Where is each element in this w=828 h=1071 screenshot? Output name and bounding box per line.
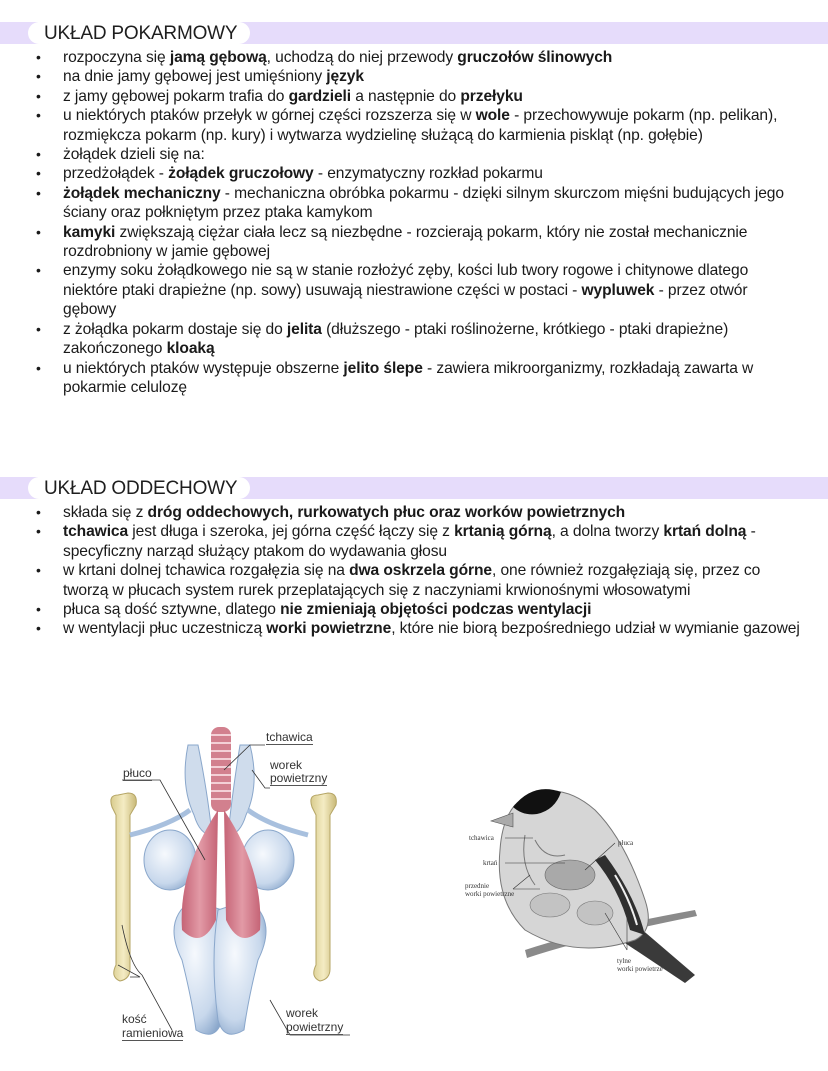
text-run: enzymy soku żołądkowego nie są w stanie rozłożyć zęby, kości lub twory rogowe i chitynowe dlatego niektóre ptaki drapieżne (np. sowy) usuwają niestrawione części w postaci -: [63, 262, 749, 299]
bullet-icon: •: [36, 68, 41, 85]
label-air-sac-bottom-2: powietrzny: [286, 1020, 344, 1034]
bold-term: kamyki: [63, 223, 116, 241]
bullet-icon: •: [36, 49, 41, 65]
text-run: z żołądka pokarm dostaje się do: [63, 320, 287, 338]
bullet-icon: •: [36, 223, 41, 240]
bold-term: krtanią górną: [454, 523, 552, 541]
bird-illustration: [455, 765, 715, 990]
bullet-item: [0, 87, 800, 106]
text-run: - przechowywuje pokarm (np. pelikan), rozmiękcza pokarm (np. kury) i wytwarza wydzielinę służącą do karmienia piskląt (np. gołębie): [63, 107, 778, 144]
bullet-icon: •: [36, 523, 41, 540]
bold-term: dwa oskrzela górne: [349, 562, 493, 580]
text-run: składa się z: [63, 504, 148, 521]
bullet-item: [0, 48, 800, 67]
text-run: - specyficzny narząd służący ptakom do wydawania głosu: [63, 523, 756, 560]
bullet-icon: •: [36, 601, 41, 618]
bullet-item: [0, 561, 800, 600]
bullet-icon: •: [36, 184, 41, 201]
section-title: UKŁAD ODDECHOWY: [44, 478, 238, 499]
text-run: z jamy gębowej pokarm trafia do: [63, 87, 289, 105]
text-run: w krtani dolnej tchawica rozgałęzia się na: [63, 562, 350, 580]
lungs-airsacs-diagram: [100, 725, 370, 1050]
bold-term: nie zmieniają objętości podczas wentylacji: [280, 601, 592, 619]
text-run: zwiększają ciężar ciała lecz są niezbędne - rozcierają pokarm, który nie został mechanicznie rozdrobniony w jamie gębowej: [63, 223, 748, 261]
text-run: - przez otwór gębowy: [63, 281, 748, 319]
text-run: - mechaniczna obróbka pokarmu - dzięki silnym skurczom mięśni budujących jego ściany oraz połkniętym przez ptaka kamykom: [63, 184, 784, 222]
text-run: a następnie do: [350, 87, 461, 105]
bullet-item: [0, 145, 800, 164]
bold-term: jamą gębową: [169, 49, 267, 66]
bullet-item: [0, 522, 800, 561]
label-trachea: tchawica: [469, 834, 494, 842]
bullet-item: [0, 600, 800, 619]
text-run: na dnie jamy gębowej jest umięśniony: [63, 68, 327, 86]
bullet-icon: •: [36, 165, 41, 182]
bullet-item: [0, 184, 800, 223]
bullet-item: [0, 261, 800, 319]
bold-term: wole: [475, 107, 510, 125]
bullet-item: [0, 503, 800, 522]
label-lungs: płuca: [618, 839, 634, 847]
bold-term: kloaką: [166, 340, 215, 358]
bullet-item: [0, 67, 800, 86]
text-run: płuca są dość sztywne, dlatego: [63, 601, 281, 619]
bold-term: krtań dolną: [663, 523, 747, 541]
bullet-icon: •: [36, 146, 41, 163]
label-air-sac-bottom-1: worek: [286, 1006, 319, 1020]
bullet-item: [0, 223, 800, 262]
label-humerus-2: ramieniowa: [122, 1026, 184, 1040]
section-title: UKŁAD POKARMOWY: [44, 23, 238, 44]
bold-term: przełyku: [460, 87, 523, 105]
bullet-icon: •: [36, 320, 41, 337]
bullet-item: [0, 359, 800, 398]
label-larynx: krtań: [483, 859, 498, 867]
bold-term: jelito ślepe: [343, 359, 423, 377]
bold-term: worki powietrzne: [266, 620, 392, 638]
label-lung: płuco: [123, 766, 152, 780]
text-run: w wentylacji płuc uczestniczą: [63, 620, 267, 638]
label-humerus-1: kość: [122, 1012, 147, 1026]
bird-respiratory-diagram: [455, 765, 715, 990]
text-run: żołądek dzieli się na:: [63, 146, 205, 164]
label-air-sac-top-1: worek: [270, 758, 303, 772]
bullet-icon: •: [36, 620, 41, 637]
text-run: , które nie biorą bezpośredniego udział w wymianie gazowej: [391, 620, 800, 638]
bullet-icon: •: [36, 359, 41, 376]
label-rear-sacs-2: worki powietrze: [617, 965, 663, 973]
bullet-icon: •: [36, 87, 41, 104]
section-heading-digestive: [0, 22, 828, 44]
digestive-bullet-list: [0, 48, 800, 397]
bullet-item: [0, 619, 800, 638]
text-run: (dłuższego - ptaki roślinożerne, krótkiego - ptaki drapieżne) zakończonego: [63, 320, 729, 358]
bullet-item: [0, 320, 800, 359]
label-rear-sacs-1: tylne: [617, 957, 631, 965]
bullet-icon: •: [36, 504, 41, 520]
bold-term: żołądek mechaniczny: [63, 184, 221, 202]
text-run: jest długa i szeroka, jej górna część łączy się z: [128, 523, 455, 541]
bullet-icon: •: [36, 262, 41, 279]
text-run: , a dolna tworzy: [551, 523, 664, 541]
text-run: u niektórych ptaków przełyk w górnej części rozszerza się w: [63, 107, 476, 125]
label-front-sacs-1: przednie: [465, 882, 490, 890]
bullet-icon: •: [36, 107, 41, 124]
bold-term: język: [326, 68, 364, 86]
bold-term: tchawica: [63, 523, 129, 541]
text-run: - enzymatyczny rozkład pokarmu: [313, 165, 543, 183]
section-heading-respiratory: [0, 477, 828, 499]
bold-term: jelita: [286, 320, 322, 338]
label-front-sacs-2: worki powietrzne: [465, 890, 515, 898]
respiratory-bullet-list: [0, 503, 800, 639]
bold-term: gruczołów ślinowych: [457, 49, 613, 66]
bold-term: gardzieli: [288, 87, 351, 105]
text-run: , uchodzą do niej przewody: [266, 49, 458, 66]
text-run: , one również rozgałęziają się, przez co tworzą w płucach system rurek przeplatających się z naczyniami krwionośnymi włosowatymi: [63, 562, 761, 599]
bullet-item: [0, 164, 800, 183]
text-run: u niektórych ptaków występuje obszerne: [63, 359, 344, 377]
bullet-item: [0, 106, 800, 145]
bold-term: dróg oddechowych, rurkowatych płuc oraz worków powietrznych: [147, 504, 626, 521]
text-run: rozpoczyna się: [63, 49, 170, 66]
label-trachea: tchawica: [266, 730, 313, 744]
text-run: - zawiera mikroorganizmy, rozkładają zawarta w pokarmie celulozę: [63, 359, 754, 396]
bullet-icon: •: [36, 562, 41, 579]
text-run: przedżołądek -: [63, 165, 169, 183]
bold-term: żołądek gruczołowy: [168, 165, 314, 183]
bold-term: wypluwek: [581, 281, 655, 299]
label-air-sac-top-2: powietrzny: [270, 771, 328, 785]
